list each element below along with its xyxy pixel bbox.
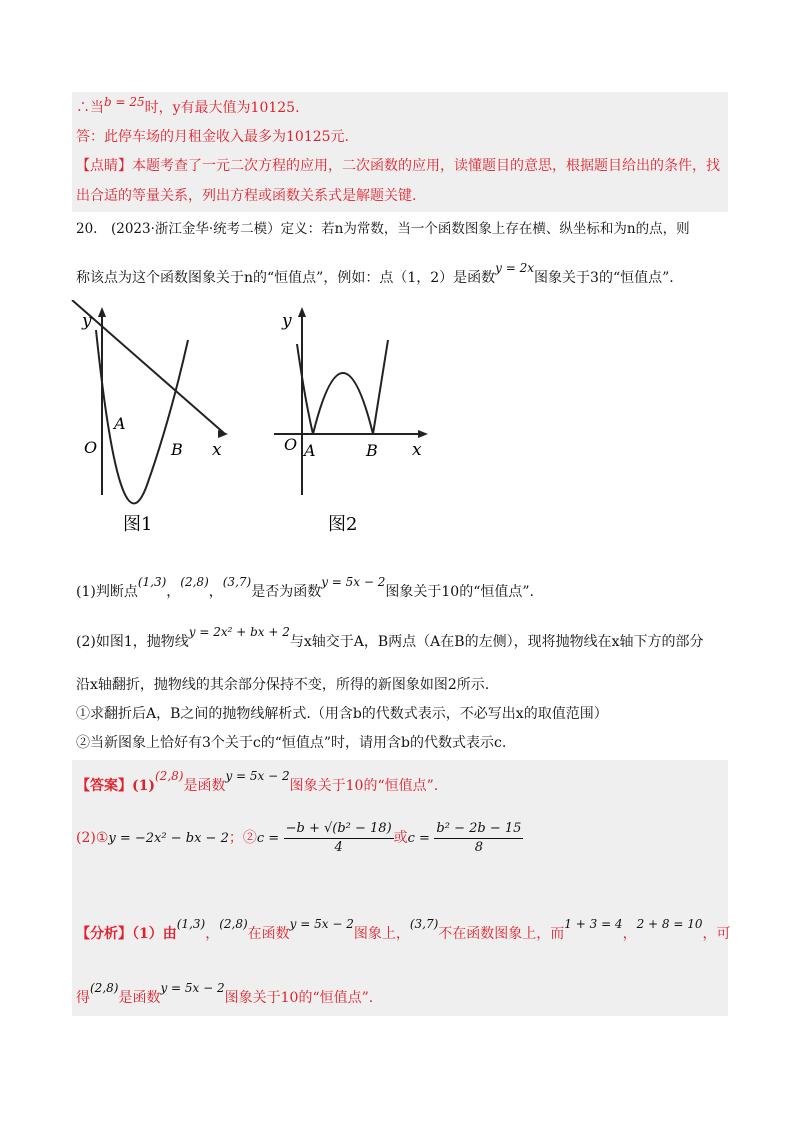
c-equals: c = xyxy=(256,831,280,846)
text: 图象关于3的“恒值点”. xyxy=(534,270,674,286)
c-equals: c = xyxy=(407,831,430,846)
part-2-line-2: 沿x轴翻折，抛物线的其余部分保持不变，所得的新图象如图2所示. xyxy=(76,677,490,693)
point-b-label: B xyxy=(171,440,183,459)
answer-label: 【答案】(1) xyxy=(76,778,155,794)
text: 或 xyxy=(393,830,408,846)
function-5x-2: y = 5x − 2 xyxy=(289,917,354,931)
point-1-3: (1,3) xyxy=(176,917,206,931)
text: 在函数 xyxy=(247,926,290,942)
folded-parabola-expression: y = −2x² − bx − 2 xyxy=(108,831,229,846)
text: 时，y有最大值为10125. xyxy=(144,100,300,116)
sub-question-1: ①求翻折后A，B之间的抛物线解析式.（用含b的代数式表示，不必写出x的取值范围） xyxy=(76,706,608,722)
folded-curve xyxy=(297,340,388,434)
text: ， xyxy=(205,926,220,942)
fraction-1-denominator: 4 xyxy=(334,839,343,855)
text: 图象关于10的“恒值点”. xyxy=(289,778,439,794)
analysis-line-1 xyxy=(76,917,731,944)
text: ；② xyxy=(228,830,257,846)
fraction-1 xyxy=(284,820,394,857)
point-a-label: A xyxy=(304,441,316,460)
analysis-label: 【分析】（1）由 xyxy=(76,926,177,942)
point-3-7: (3,7) xyxy=(409,917,439,931)
point-2-8: (2,8) xyxy=(180,575,209,589)
fraction-2-numerator: b² − 2b − 15 xyxy=(434,820,523,839)
answer-line: 答：此停车场的月租金收入最多为10125元. xyxy=(76,129,349,145)
fraction-1-numerator: −b + √(b² − 18) xyxy=(284,820,394,839)
text: 是函数 xyxy=(118,990,161,1006)
text: 与x轴交于A，B两点（A在B的左侧），现将抛物线在x轴下方的部分 xyxy=(289,634,704,650)
part-2-line-1 xyxy=(76,625,704,652)
fraction-2-denominator: 8 xyxy=(474,839,484,855)
answer-part-2 xyxy=(76,818,523,859)
point-3-7: (3,7) xyxy=(222,575,252,589)
fraction-2 xyxy=(434,820,523,857)
figure-2 xyxy=(260,300,450,540)
answer-part-1 xyxy=(76,769,439,796)
figure-1-caption: 图1 xyxy=(123,514,153,535)
text: 图象关于10的“恒值点”. xyxy=(385,584,534,600)
origin-label: O xyxy=(284,435,298,454)
text: 是函数 xyxy=(183,778,226,794)
point-2-8: (2,8) xyxy=(155,769,184,783)
text: 得 xyxy=(76,990,90,1006)
key-point-line-2: 出合适的等量关系，列出方程或函数关系式是解题关键. xyxy=(76,188,417,204)
text: (1)判断点 xyxy=(76,584,138,600)
math-b: b = 25 xyxy=(104,95,145,109)
text: ， xyxy=(166,584,181,600)
point-2-8: (2,8) xyxy=(219,917,248,931)
origin-label: O xyxy=(84,438,98,457)
max-value-line xyxy=(76,95,300,118)
parabola-curve xyxy=(96,330,188,503)
sub-question-2: ②当新图象上恰好有3个关于c的“恒值点”时，请用含b的代数式表示c. xyxy=(76,735,507,751)
y-label: y xyxy=(282,311,292,331)
text: (2)① xyxy=(76,830,109,846)
text: ∴当 xyxy=(76,100,104,116)
point-1-3: (1,3) xyxy=(137,575,167,589)
text: 称该点为这个函数图象关于n的“恒值点”，例如：点（1，2）是函数 xyxy=(76,270,496,286)
sum-2-8: 2 + 8 = 10 xyxy=(636,917,703,931)
figure-2-caption: 图2 xyxy=(328,514,358,535)
text: ，可 xyxy=(702,926,731,942)
question-line-1: 20. (2023·浙江金华·统考二模）定义：若n为常数，当一个函数图象上存在横、纵坐标和为n的点，则 xyxy=(76,221,690,237)
text: (2)如图1，抛物线 xyxy=(76,634,189,650)
parabola-function: y = 2x² + bx + 2 xyxy=(188,625,290,639)
math-y2x: y = 2x xyxy=(495,261,535,275)
figure-1 xyxy=(60,300,250,540)
text: 图象上， xyxy=(353,926,410,942)
point-2-8: (2,8) xyxy=(90,981,119,995)
key-point-line-1: 【点睛】本题考查了一元二次方程的应用，二次函数的应用，读懂题目的意思，根据题目给出的条件，找 xyxy=(76,158,720,174)
sum-1-3: 1 + 3 = 4 xyxy=(564,917,623,931)
text: ， xyxy=(622,926,637,942)
answer-box xyxy=(72,760,731,1016)
function-5x-2: y = 5x − 2 xyxy=(225,769,290,783)
x-label: x xyxy=(212,440,222,460)
text: 是否为函数 xyxy=(251,584,322,600)
x-axis xyxy=(72,300,225,434)
analysis-line-2 xyxy=(76,981,374,1008)
point-b-label: B xyxy=(366,441,378,460)
point-a-label: A xyxy=(114,414,126,433)
part-1 xyxy=(76,575,534,602)
function-5x-2: y = 5x − 2 xyxy=(321,575,386,589)
y-label: y xyxy=(82,311,92,331)
function-5x-2: y = 5x − 2 xyxy=(160,981,225,995)
text: 图象关于10的“恒值点”. xyxy=(224,990,374,1006)
question-line-2 xyxy=(76,261,674,288)
x-label: x xyxy=(412,440,422,460)
text: ， xyxy=(208,584,223,600)
text: 不在函数图象上，而 xyxy=(438,926,565,942)
